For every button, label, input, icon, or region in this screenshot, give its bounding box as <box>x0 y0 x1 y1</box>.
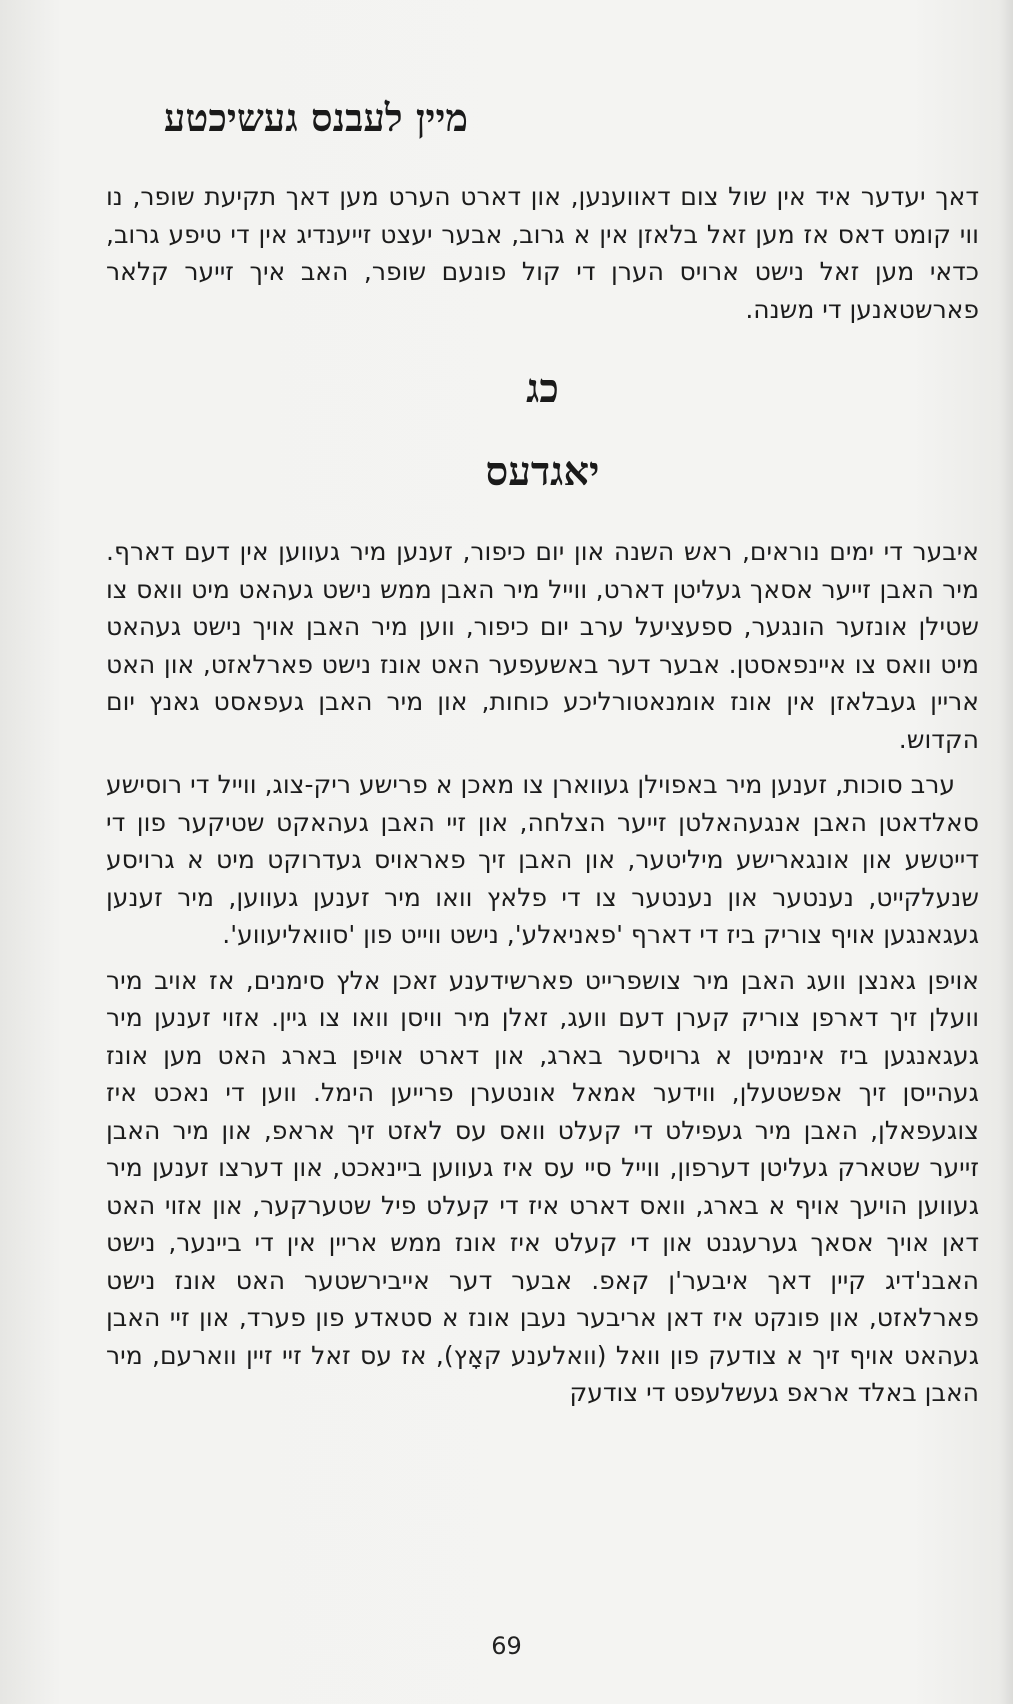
chapter-title: יאגדעס <box>485 448 600 495</box>
intro-paragraph: דאך יעדער איד אין שול צום דאווענען, און דארט הערט מען דאך תקיעת שופר, נו ווי קומט דאס אז מען זאל בלאזן אין א גרוב, אבער יעצט זייענדיג אין די טיפע גרוב, כדאי מען זאל נישט ארויס הערן די קול פונעם שופר, האב איך זייער קלאר פארשטאנען די משנה. <box>106 182 979 324</box>
book-title: מיין לעבנס געשיכטע <box>163 95 468 140</box>
chapter-paragraph: ערב סוכות, זענען מיר באפוילן געווארן צו מאכן א פרישע ריק-צוג, ווייל די רוסישע סאלדאטן האבן אנגעהאלטן זייער הצלחה, און זיי האבן געהאקט שטיקער פון די דייטשע און אונגארישע מיליטער, און האבן זיך פאראויס געדרוקט מיט א גרויסע שנעלקייט, נענטער און נענטער צו די פלאץ וואו מיר זענען געווען, מיר זענען געגאנגען אויף צוריק ביז די דארף 'פאניאלע', נישט ווייט פון 'סוואליעווע'. <box>106 770 979 949</box>
chapter-paragraph: איבער די ימים נוראים, ראש השנה און יום כיפור, זענען מיר געווען אין דעם דארף. מיר האבן זייער אסאך געליטן דארט, ווייל מיר האבן ממש נישט געהאט מיט וואס צו שטילן אונזער הונגער, ספעציעל ערב יום כיפור, ווען מיר האבן אויך נישט געהאט מיט וואס צו איינפאסטן. אבער דער באשעפער האט אונז נישט פארלאזט, און האט אריין געבלאזן אין אונז אומנאטורליכע כוחות, און מיר האבן געפאסט גאנץ יום הקדוש. <box>106 537 979 754</box>
chapter-paragraph: אויפן גאנצן וועג האבן מיר צושפרייט פארשידענע זאכן אלץ סימנים, אז אויב מיר וועלן זיך דארפן צוריק קערן דעם וועג, זאלן מיר וויסן וואו צו גיין. אזוי זענען מיר געגאנגען ביז אינמיטן א גרויסער בארג, און דארט אויפן בארג האט מען אונז געהייסן זיך אפשטעלן, ווידער אמאל אונטערן פרייען הימל. ווען די נאכט איז צוגעפאלן, האבן מיר געפילט די קעלט וואס עס לאזט זיך אראפ, און מיר האבן זייער שטארק געליטן דערפון, ווייל סיי עס איז געווען ביינאכט, און דערצו זענען מיר געווען הויעך אויף א בארג, וואס דארט איז די קעלט פיל שטערקער, און אזוי האט דאן אויך אסאך גערעגנט און די קעלט איז אונז ממש אריין אין די ביינער, נישט האבנ'דיג קיין דאך איבער'ן קאפ. אבער דער אייבירשטער האט אונז נישט פארלאזט, און פונקט איז דאן אריבער נעבן אונז א סטאדע פון פערד, און זיי האבן געהאט אויף זיך א צודעק פון וואל (וואלענע קאָץ), אז עס זאל זיי זיין ווארעם, מיר האבן באלד אראפ געשלעפט די צודעק <box>106 965 979 1407</box>
page-number: 69 <box>491 1632 522 1660</box>
chapter-body <box>106 533 979 1412</box>
intro-block <box>106 178 979 328</box>
chapter-number: כג <box>526 365 559 412</box>
